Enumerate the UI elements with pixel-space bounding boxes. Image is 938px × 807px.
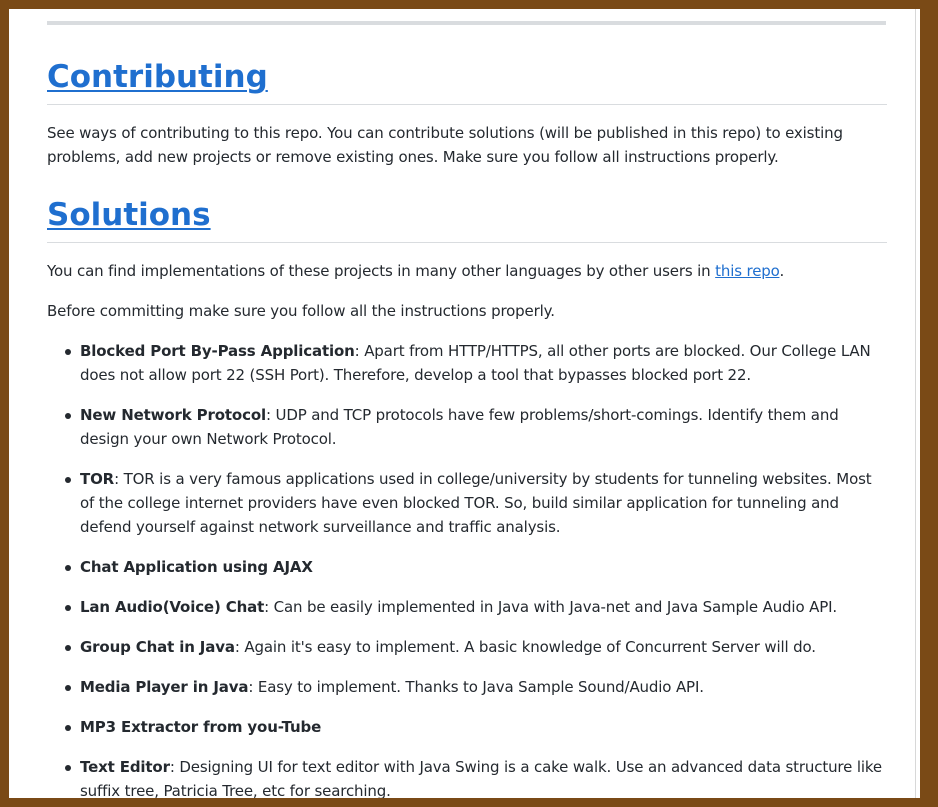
bullet-icon <box>65 645 71 651</box>
item-desc: : UDP and TCP protocols have few problems/short-comings. Identify them and design your own Network Protocol. <box>80 406 839 448</box>
list-item <box>80 339 887 387</box>
horizontal-rule <box>47 21 886 25</box>
solutions-before-text: Before committing make sure you follow all the instructions properly. <box>47 302 555 320</box>
item-desc: : Can be easily implemented in Java with Java-net and Java Sample Audio API. <box>264 598 837 616</box>
list-item <box>80 555 887 579</box>
item-title: Text Editor <box>80 758 170 776</box>
solutions-find-text <box>47 259 887 283</box>
item-desc: : Easy to implement. Thanks to Java Sample Sound/Audio API. <box>248 678 704 696</box>
solutions-heading <box>47 196 887 243</box>
contributing-heading <box>47 58 887 105</box>
item-title: Lan Audio(Voice) Chat <box>80 598 265 616</box>
bullet-icon <box>65 349 71 355</box>
readme-body <box>9 9 916 798</box>
item-title: MP3 Extractor from you-Tube <box>80 718 322 736</box>
item-desc: : Again it's easy to implement. A basic knowledge of Concurrent Server will do. <box>234 638 816 656</box>
bullet-icon <box>65 605 71 611</box>
bullet-icon <box>65 765 71 771</box>
item-title: New Network Protocol <box>80 406 266 424</box>
bullet-icon <box>65 413 71 419</box>
item-desc: : Apart from HTTP/HTTPS, all other ports are blocked. Our College LAN does not allow port 22 (SSH Port). Therefore, develop a tool that bypasses blocked port 22. <box>80 342 871 384</box>
bullet-icon <box>65 725 71 731</box>
list-item <box>80 595 887 619</box>
item-desc: : Designing UI for text editor with Java Swing is a cake walk. Use an advanced data structure like suffix tree, Patricia Tree, etc for searching. <box>80 758 882 798</box>
item-title: Blocked Port By-Pass Application <box>80 342 355 360</box>
find-text-after: . <box>779 262 785 280</box>
list-item <box>80 403 887 451</box>
item-title: Chat Application using AJAX <box>80 558 313 576</box>
bullet-icon <box>65 685 71 691</box>
page-frame <box>9 9 920 798</box>
solutions-list <box>47 339 887 798</box>
item-title: Group Chat in Java <box>80 638 235 656</box>
list-item <box>80 635 887 659</box>
item-desc: : TOR is a very famous applications used in college/university by students for tunneling websites. Most of the college internet providers have even blocked TOR. So, build similar application for tunneling and defend yourself against network surveillance and traffic analysis. <box>80 470 872 536</box>
solutions-heading-link[interactable]: Solutions <box>47 197 211 233</box>
this-repo-link[interactable]: this repo <box>715 262 780 280</box>
bullet-icon <box>65 477 71 483</box>
list-item <box>80 467 887 539</box>
bullet-icon <box>65 565 71 571</box>
list-item <box>80 715 887 739</box>
item-title: Media Player in Java <box>80 678 249 696</box>
list-item <box>80 755 887 798</box>
readme-content <box>47 9 887 798</box>
item-title: TOR <box>80 470 115 488</box>
contributing-text: See ways of contributing to this repo. You can contribute solutions (will be published in this repo) to existing problems, add new projects or remove existing ones. Make sure you follow all instructions properly. <box>47 124 843 166</box>
list-item <box>80 675 887 699</box>
find-text-before: You can find implementations of these projects in many other languages by other users in <box>47 262 716 280</box>
contributing-heading-link[interactable]: Contributing <box>47 59 268 95</box>
